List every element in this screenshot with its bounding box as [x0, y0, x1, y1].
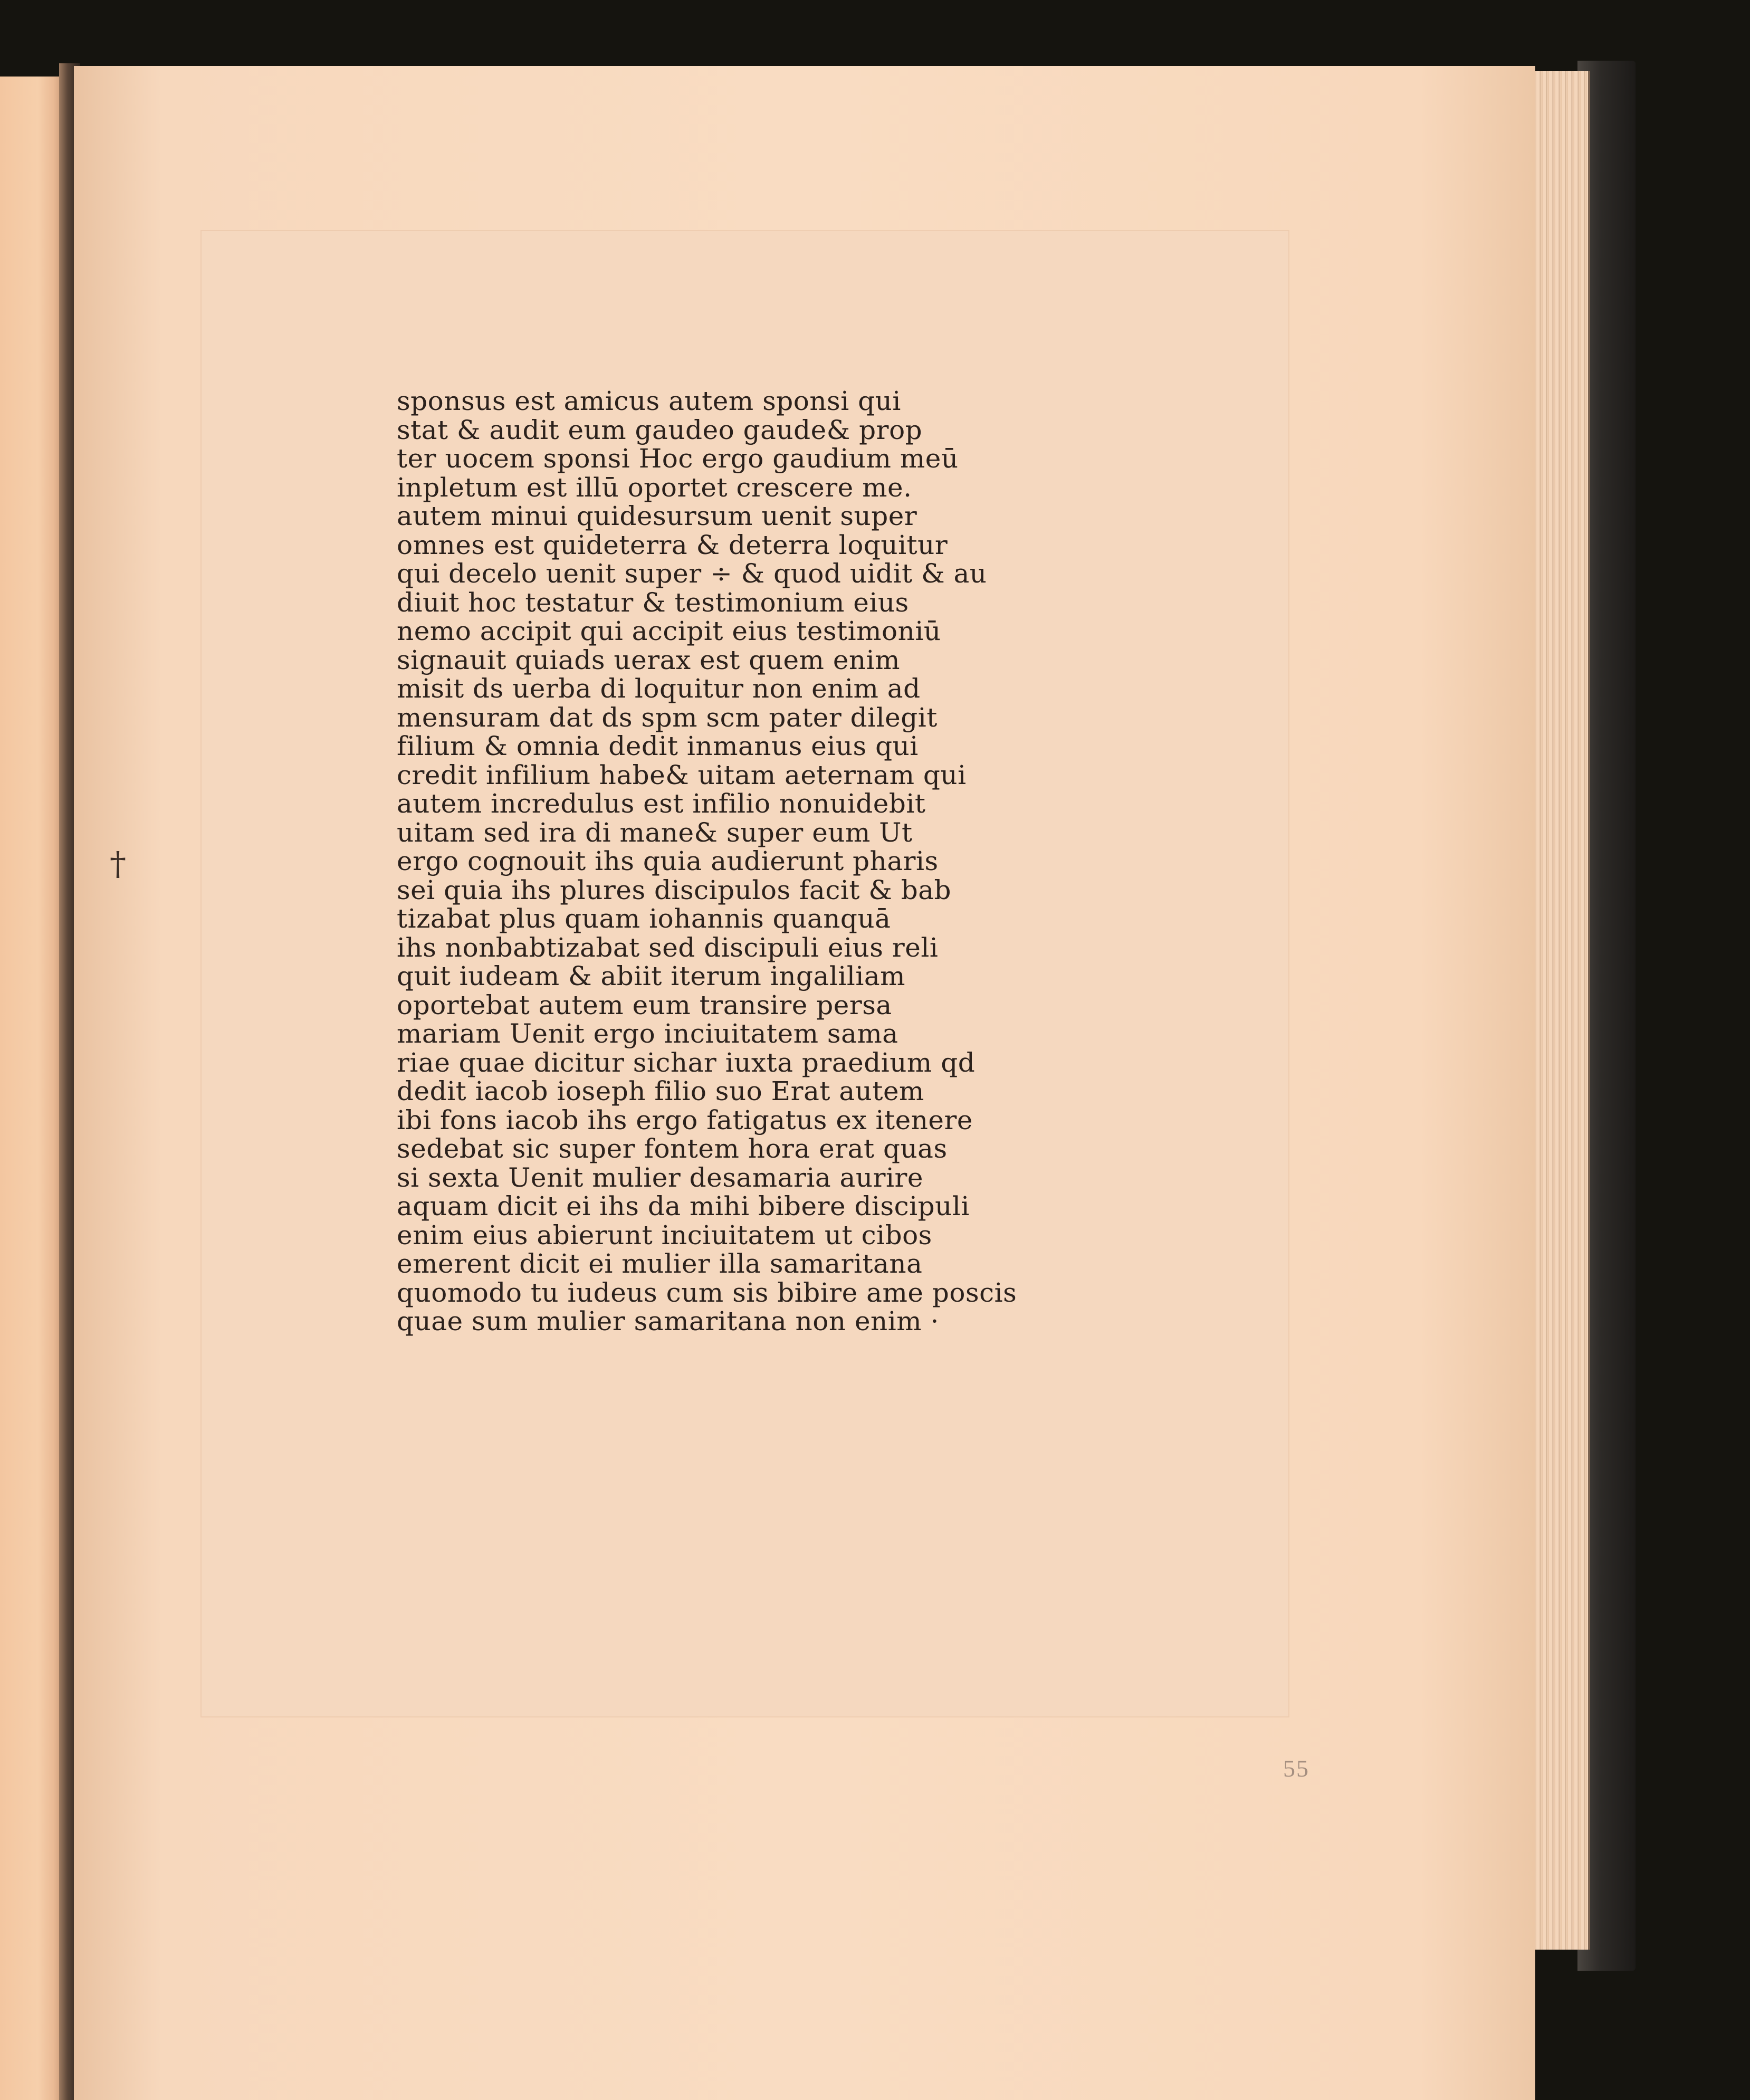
manuscript-line: diuit hoc testatur & testimonium eius	[397, 587, 909, 618]
manuscript-line: sponsus est amicus autem sponsi qui	[397, 386, 901, 416]
manuscript-line: tizabat plus quam iohannis quanquā	[397, 903, 891, 934]
manuscript-line: quae sum mulier samaritana non enim ·	[397, 1306, 939, 1337]
manuscript-text	[397, 387, 1146, 1336]
manuscript-line: autem minui quidesursum uenit super	[397, 501, 917, 531]
manuscript-line: dedit iacob ioseph filio suo Erat autem	[397, 1076, 924, 1106]
manuscript-line: omnes est quideterra & deterra loquitur	[397, 529, 948, 560]
manuscript-line: ihs nonbabtizabat sed discipuli eius reli	[397, 932, 939, 963]
manuscript-line: filium & omnia dedit inmanus eius qui	[397, 731, 919, 761]
manuscript-line: oportebat autem eum transire persa	[397, 989, 892, 1020]
manuscript-line: enim eius abierunt inciuitatem ut cibos	[397, 1219, 932, 1251]
manuscript-line: inpletum est illū oportet crescere me.	[397, 472, 912, 503]
manuscript-line: misit ds uerba di loquitur non enim ad	[397, 673, 921, 704]
manuscript-line: mariam Uenit ergo inciuitatem sama	[397, 1018, 898, 1049]
manuscript-line: aquam dicit ei ihs da mihi bibere discipuli	[397, 1191, 970, 1221]
manuscript-line: uitam sed ira di mane& super eum Ut	[397, 817, 913, 848]
manuscript-line: sei quia ihs plures discipulos facit & bab	[397, 874, 952, 905]
manuscript-line: autem incredulus est infilio nonuidebit	[397, 788, 926, 819]
manuscript-line: riae quae dicitur sichar iuxta praedium qd	[397, 1047, 976, 1078]
manuscript-line: qui decelo uenit super ÷ & quod uidit & au	[397, 558, 987, 589]
left-page-edge	[0, 77, 63, 2100]
manuscript-line: sedebat sic super fontem hora erat quas	[397, 1133, 948, 1164]
manuscript-line: emerent dicit ei mulier illa samaritana	[397, 1248, 923, 1279]
manuscript-line: ergo cognouit ihs quia audierunt pharis	[397, 846, 939, 876]
manuscript-line: mensuram dat ds spm scm pater dilegit	[397, 702, 938, 733]
manuscript-line: nemo accipit qui accipit eius testimoniū	[397, 616, 941, 646]
manuscript-line: quomodo tu iudeus cum sis bibire ame poscis	[397, 1277, 1017, 1308]
page-leaf-edges	[1530, 71, 1590, 1950]
manuscript-line: stat & audit eum gaudeo gaude& prop	[397, 414, 923, 445]
manuscript-line: quit iudeam & abiit iterum ingaliliam	[397, 961, 906, 991]
manuscript-line: si sexta Uenit mulier desamaria aurire	[397, 1162, 923, 1193]
manuscript-line: ter uocem sponsi Hoc ergo gaudium meū	[397, 443, 959, 474]
manuscript-line: credit infilium habe& uitam aeternam qui	[397, 759, 967, 790]
manuscript-line: ibi fons iacob ihs ergo fatigatus ex itenere	[397, 1104, 973, 1135]
manuscript-plate	[202, 231, 1288, 1716]
margin-mark: †	[110, 844, 126, 883]
manuscript-line: signauit quiads uerax est quem enim	[397, 644, 901, 675]
page-number: 55	[1283, 1755, 1309, 1782]
